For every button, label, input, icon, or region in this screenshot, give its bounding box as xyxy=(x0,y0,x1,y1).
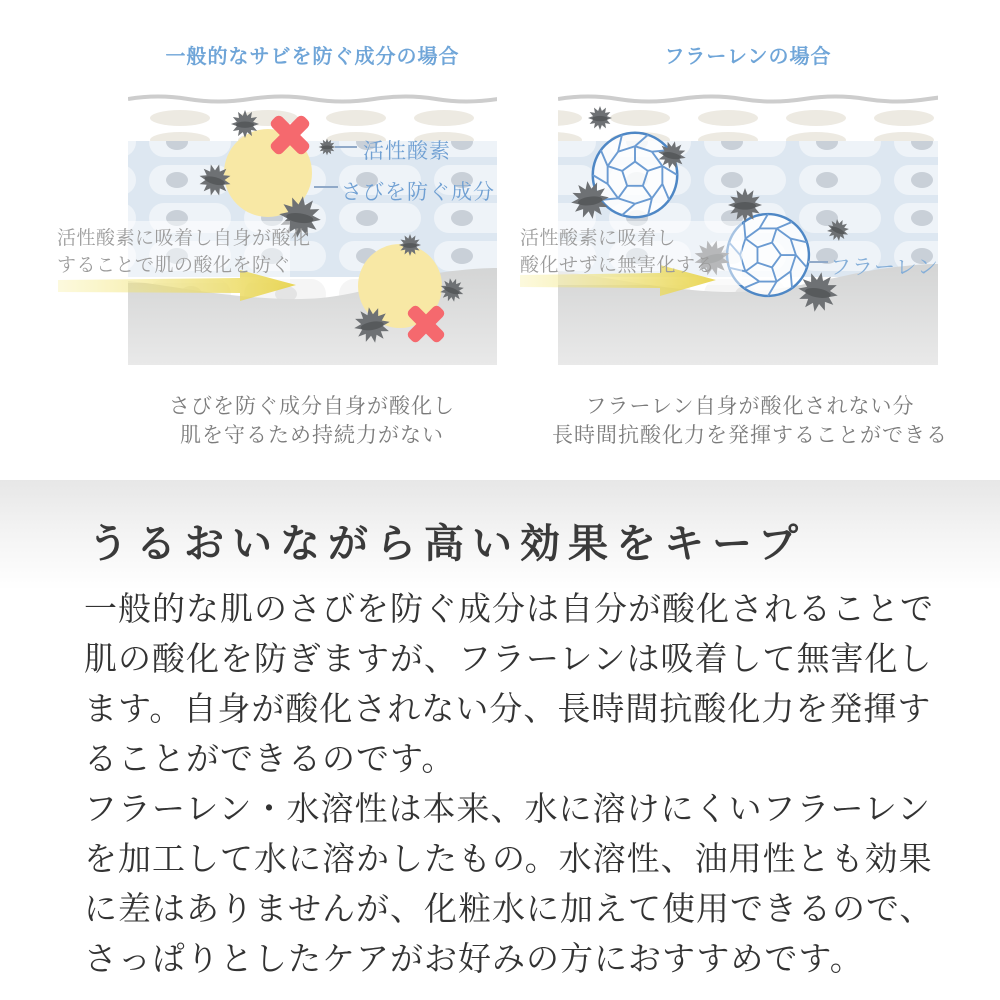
fullerene-molecule xyxy=(593,133,677,217)
left-panel-title: 一般的なサビを防ぐ成分の場合 xyxy=(165,46,460,68)
description-section xyxy=(0,480,1000,1000)
right-annotation-line1: 活性酸素に吸着し xyxy=(520,228,677,249)
left-annotation xyxy=(57,225,311,279)
right-caption-line2: 長時間抗酸化力を発揮することができる xyxy=(552,424,948,447)
section-body xyxy=(84,584,964,984)
panel-conventional-component xyxy=(50,46,500,375)
body-line: 肌の酸化を防ぎますが、フラーレンは吸着して無害化し xyxy=(84,640,933,677)
left-caption-line1: さびを防ぐ成分自身が酸化し xyxy=(169,395,455,418)
body-line: 一般的な肌のさびを防ぐ成分は自分が酸化されることで xyxy=(84,590,934,627)
fullerene-label: フラーレン xyxy=(830,256,940,279)
right-diagram-caption xyxy=(520,392,980,450)
section-heading: うるおいながら高い効果をキープ xyxy=(88,522,806,566)
right-caption-line1: フラーレン自身が酸化されない分 xyxy=(585,395,915,418)
body-line: を加工して水に溶かしたもの。水溶性、油用性とも効果 xyxy=(84,840,933,877)
left-caption-line2: 肌を守るため持続力がない xyxy=(180,424,444,447)
left-diagram-caption xyxy=(92,392,532,450)
body-line: に差はありませんが、化粧水に加えて使用できるので、 xyxy=(84,890,934,927)
body-line: ることができるのです。 xyxy=(84,740,456,777)
body-line: さっぱりとしたケアがお好みの方におすすめです。 xyxy=(84,940,864,977)
body-line: フラーレン・水溶性は本来、水に溶けにくいフラーレン xyxy=(84,790,932,827)
anti-rust-component-label: さびを防ぐ成分 xyxy=(341,181,495,204)
body-line: ます。自身が酸化されない分、長時間抗酸化力を発揮す xyxy=(84,690,932,727)
panel-fullerene xyxy=(510,46,960,375)
left-annotation-line1: 活性酸素に吸着し自身が酸化 xyxy=(57,228,311,249)
right-annotation xyxy=(520,225,715,279)
left-annotation-line2: することで肌の酸化を防ぐ xyxy=(57,255,292,276)
active-oxygen-label: 活性酸素 xyxy=(363,140,451,163)
right-annotation-line2: 酸化せずに無害化する xyxy=(520,255,716,276)
right-panel-title: フラーレンの場合 xyxy=(664,46,832,68)
